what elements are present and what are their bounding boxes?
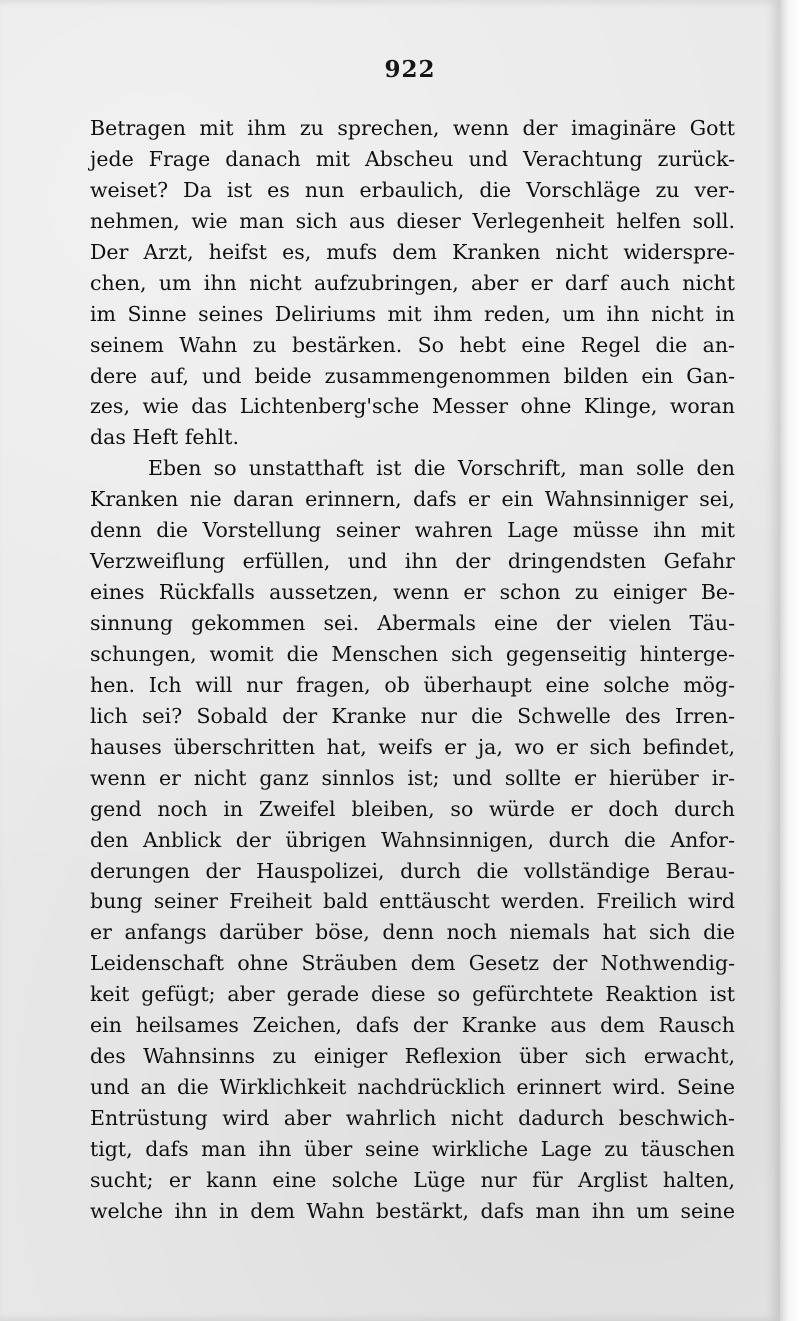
text-line: Kranken nie daran erinnern, dafs er ein Wahnsinniger sei, (90, 487, 735, 512)
body-text (90, 113, 735, 1227)
text-line: dere auf, und beide zusammengenommen bilden ein Gan- (90, 363, 735, 388)
text-line: ein heilsames Zeichen, dafs der Kranke aus dem Rausch (90, 1013, 735, 1038)
text-line: bung seiner Freiheit bald enttäuscht werden. Freilich wird (90, 889, 735, 914)
paragraph-end-line: das Heft fehlt. (90, 425, 239, 450)
text-line: Leidenschaft ohne Sträuben dem Gesetz der Nothwendig- (90, 951, 735, 976)
text-line: keit gefügt; aber gerade diese so gefürchtete Reaktion ist (90, 982, 735, 1007)
text-line: im Sinne seines Deliriums mit ihm reden, um ihn nicht in (90, 301, 735, 326)
text-line: sucht; er kann eine solche Lüge nur für Arglist halten, (90, 1167, 735, 1192)
page-edge (780, 0, 800, 1321)
text-line: weiset? Da ist es nun erbaulich, die Vorschläge zu ver- (90, 177, 735, 202)
paragraph-start-line: Eben so unstatthaft ist die Vorschrift, man solle den (148, 456, 735, 481)
text-line: Der Arzt, heifst es, mufs dem Kranken nicht widerspre- (90, 239, 735, 264)
text-line: lich sei? Sobald der Kranke nur die Schwelle des Irren- (90, 703, 735, 728)
text-line: Verzweiflung erfüllen, und ihn der dringendsten Gefahr (90, 549, 735, 574)
text-line: und an die Wirklichkeit nachdrücklich erinnert wird. Seine (90, 1075, 735, 1100)
text-line: des Wahnsinns zu einiger Reflexion über sich erwacht, (90, 1044, 735, 1069)
text-line: schungen, womit die Menschen sich gegenseitig hinterge- (90, 641, 735, 666)
text-line: sinnung gekommen sei. Abermals eine der vielen Täu- (90, 611, 735, 635)
text-line: den Anblick der übrigen Wahnsinnigen, durch die Anfor- (90, 827, 735, 852)
text-line: hen. Ich will nur fragen, ob überhaupt eine solche mög- (90, 672, 735, 697)
text-line: Betragen mit ihm zu sprechen, wenn der imaginäre Gott (90, 116, 735, 140)
text-line: wenn er nicht ganz sinnlos ist; und sollte er hierüber ir- (90, 765, 735, 790)
text-line: tigt, dafs man ihn über seine wirkliche Lage zu täuschen (90, 1136, 735, 1161)
text-line: jede Frage danach mit Abscheu und Verachtung zurück- (90, 146, 735, 171)
text-line: er anfangs darüber böse, denn noch niemals hat sich die (90, 920, 735, 945)
page-number: 922 (384, 56, 436, 83)
text-line: gend noch in Zweifel bleiben, so würde er doch durch (90, 796, 735, 821)
text-line: welche ihn in dem Wahn bestärkt, dafs man ihn um seine (90, 1198, 735, 1223)
text-line: hauses überschritten hat, weifs er ja, wo er sich befindet, (90, 734, 735, 759)
text-line: derungen der Hauspolizei, durch die vollständige Berau- (90, 858, 735, 883)
text-line: denn die Vorstellung seiner wahren Lage müsse ihn mit (90, 518, 735, 543)
text-line: Entrüstung wird aber wahrlich nicht dadurch beschwich- (90, 1106, 735, 1130)
text-line: chen, um ihn nicht aufzubringen, aber er darf auch nicht (90, 270, 735, 295)
text-line: eines Rückfalls aussetzen, wenn er schon zu einiger Be- (90, 580, 735, 605)
text-line: seinem Wahn zu bestärken. So hebt eine Regel die an- (90, 332, 735, 357)
text-line: nehmen, wie man sich aus dieser Verlegenheit helfen soll. (90, 208, 735, 233)
text-line: zes, wie das Lichtenberg'sche Messer ohne Klinge, woran (90, 394, 735, 419)
